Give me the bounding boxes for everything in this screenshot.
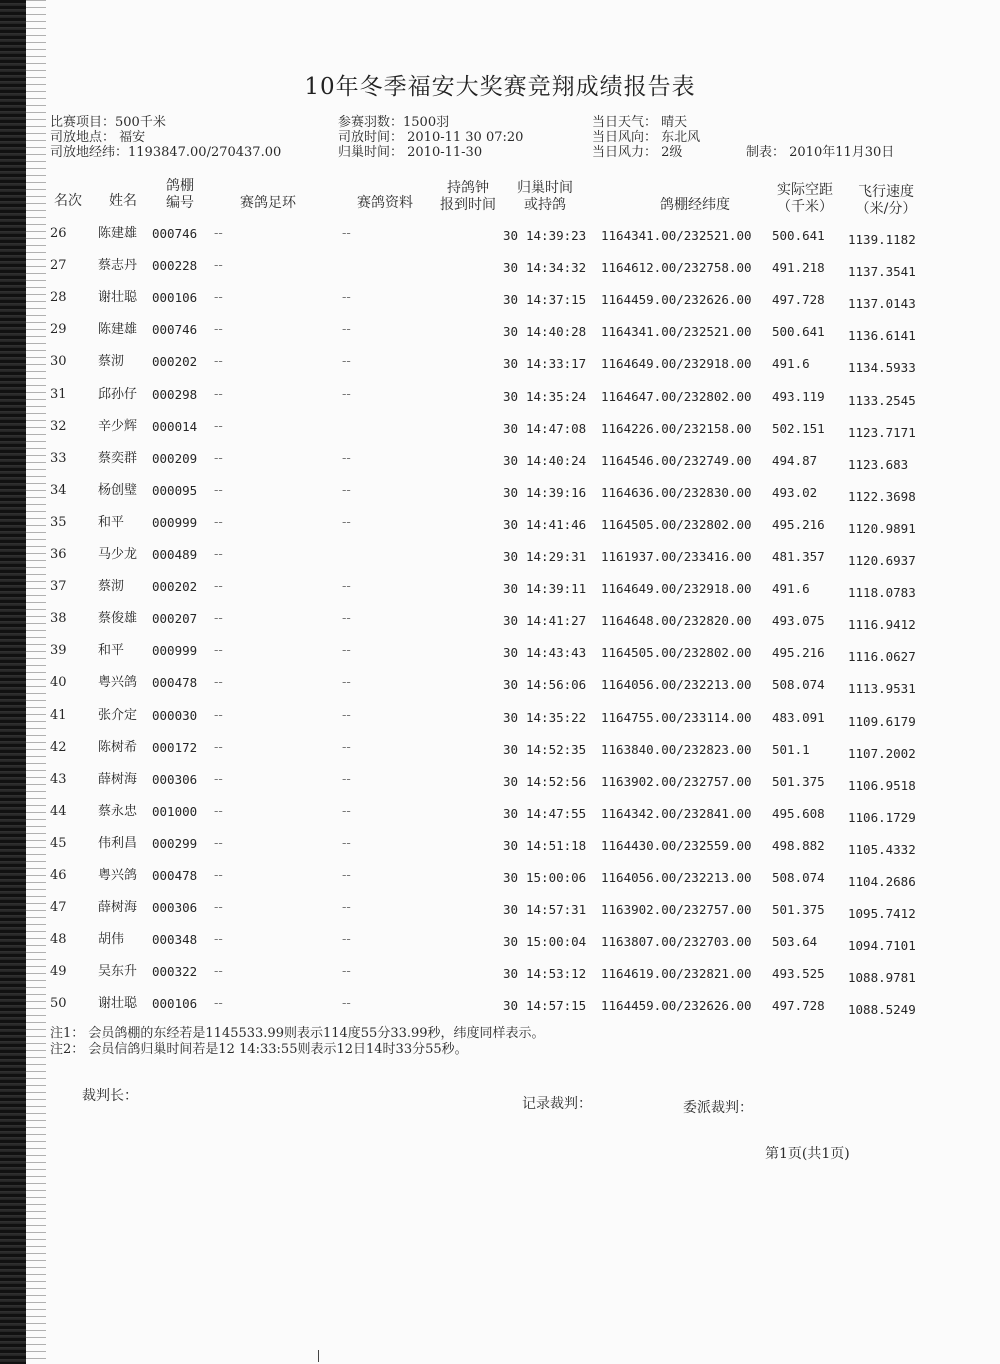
cell-speed: 1104.2686 <box>848 874 916 889</box>
cell-return-time: 14:52:56 <box>526 773 587 789</box>
cell-ring: -- <box>214 547 223 562</box>
cell-return-time: 14:40:24 <box>526 452 587 468</box>
cell-loft-no: 000014 <box>152 418 198 434</box>
cell-rank: 28 <box>50 290 67 306</box>
cell-rank: 27 <box>50 258 67 274</box>
cell-name: 和平 <box>98 643 125 659</box>
cell-name: 胡伟 <box>98 932 125 948</box>
release-time: 司放时间： 2010-11 30 07:20 <box>338 130 524 145</box>
cell-return-time: 14:56:06 <box>526 677 587 693</box>
cell-loft-no: 000202 <box>152 579 198 595</box>
cell-info: -- <box>342 900 351 916</box>
cell-name: 蔡俊雄 <box>98 611 138 627</box>
cell-info: -- <box>342 675 351 691</box>
cell-coords: 1164649.00/232918.00 <box>601 581 752 597</box>
cell-return-time: 14:40:28 <box>526 324 587 340</box>
cell-name: 谢壮聪 <box>98 996 138 1012</box>
entry-count: 参赛羽数：1500羽 <box>338 115 450 130</box>
cell-coords: 1164648.00/232820.00 <box>601 613 752 629</box>
cell-speed: 1137.3541 <box>848 264 916 280</box>
cell-name: 张介定 <box>98 707 138 723</box>
cell-coords: 1164341.00/232521.00 <box>601 324 752 340</box>
cell-return-time: 14:35:22 <box>526 709 587 725</box>
cell-rank: 46 <box>50 868 67 883</box>
cell-return-time: 14:41:27 <box>526 613 587 629</box>
cell-distance: 501.375 <box>772 773 825 789</box>
race-item: 比赛项目：500千米 <box>50 115 166 130</box>
cell-speed: 1123.7171 <box>848 424 916 440</box>
cell-ring: -- <box>214 868 223 883</box>
cell-info: -- <box>342 643 351 659</box>
note-2: 注2： 会员信鸽归巢时间若是12 14:33:55则表示12日14时33分55秒。 <box>50 1042 468 1057</box>
cell-return-day: 30 <box>503 356 519 372</box>
cell-name: 谢壮聪 <box>98 290 138 306</box>
chief-judge-label: 裁判长： <box>82 1088 138 1104</box>
cell-return-time: 14:53:12 <box>526 966 587 982</box>
recorder-judge-label: 记录裁判： <box>522 1096 592 1112</box>
release-coords: 司放地经纬：1193847.00/270437.00 <box>50 145 282 160</box>
made-date: 制表： 2010年11月30日 <box>746 145 895 160</box>
cell-info: -- <box>342 771 351 787</box>
cell-ring: -- <box>214 579 223 595</box>
cell-distance: 491.218 <box>772 260 825 276</box>
cell-speed: 1106.9518 <box>848 777 916 793</box>
cell-rank: 42 <box>50 739 67 755</box>
cell-ring: -- <box>214 258 223 274</box>
scan-edge <box>0 0 26 1364</box>
cell-coords: 1164546.00/232749.00 <box>601 452 752 468</box>
cell-distance: 508.074 <box>772 870 825 885</box>
cell-loft-no: 000095 <box>152 482 198 498</box>
cell-loft-no: 000478 <box>152 868 198 883</box>
cell-ring: -- <box>214 611 223 627</box>
cell-speed: 1088.9781 <box>848 970 916 986</box>
cell-ring: -- <box>214 643 223 659</box>
cell-info: -- <box>342 932 351 948</box>
scan-mark <box>318 1350 319 1362</box>
cell-speed: 1088.5249 <box>848 1002 916 1018</box>
cell-info: -- <box>342 482 351 498</box>
cell-name: 蔡奕群 <box>98 450 138 466</box>
cell-coords: 1164636.00/232830.00 <box>601 484 752 500</box>
cell-loft-no: 000299 <box>152 835 198 851</box>
header-ring: 赛鸽足环 <box>240 195 296 211</box>
cell-return-time: 14:47:08 <box>526 420 587 436</box>
cell-rank: 41 <box>50 707 67 723</box>
cell-coords: 1163902.00/232757.00 <box>601 773 752 789</box>
cell-ring: -- <box>214 450 223 466</box>
cell-name: 蔡志丹 <box>98 258 138 274</box>
header-name: 姓名 <box>109 193 137 209</box>
cell-speed: 1123.683 <box>848 456 909 472</box>
cell-coords: 1164612.00/232758.00 <box>601 260 752 276</box>
cell-name: 薛树海 <box>98 771 138 787</box>
header-distance-1: 实际空距 <box>777 182 833 198</box>
cell-name: 蔡沏 <box>98 579 125 595</box>
cell-return-time: 15:00:04 <box>526 934 587 950</box>
cell-loft-no: 000348 <box>152 932 198 948</box>
cell-ring: -- <box>214 514 223 530</box>
cell-coords: 1164619.00/232821.00 <box>601 966 752 982</box>
cell-coords: 1163902.00/232757.00 <box>601 902 752 918</box>
cell-speed: 1120.9891 <box>848 520 916 536</box>
header-return-1: 归巢时间 <box>517 180 573 196</box>
cell-speed: 1139.1182 <box>848 232 916 247</box>
cell-return-day: 30 <box>503 260 519 276</box>
cell-name: 蔡沏 <box>98 354 125 370</box>
cell-info: -- <box>342 868 351 883</box>
cell-return-day: 30 <box>503 998 519 1014</box>
cell-speed: 1136.6141 <box>848 328 916 344</box>
cell-rank: 37 <box>50 579 67 595</box>
release-place: 司放地点： 福安 <box>50 130 146 145</box>
cell-name: 陈树希 <box>98 739 138 755</box>
header-clock-1: 持鸽钟 <box>447 180 489 196</box>
return-date: 归巢时间： 2010-11-30 <box>338 145 483 160</box>
cell-info: -- <box>342 964 351 980</box>
cell-distance: 491.6 <box>772 356 810 372</box>
cell-speed: 1094.7101 <box>848 938 916 954</box>
cell-return-time: 14:41:46 <box>526 516 587 532</box>
cell-distance: 493.075 <box>772 613 825 629</box>
cell-name: 蔡永忠 <box>98 803 138 819</box>
cell-loft-no: 000306 <box>152 900 198 916</box>
cell-distance: 508.074 <box>772 677 825 693</box>
cell-coords: 1164056.00/232213.00 <box>601 870 752 885</box>
cell-coords: 1161937.00/233416.00 <box>601 549 752 564</box>
cell-speed: 1107.2002 <box>848 745 916 761</box>
cell-info: -- <box>342 514 351 530</box>
cell-name: 粤兴鸽 <box>98 675 138 691</box>
cell-info: -- <box>342 579 351 595</box>
cell-coords: 1163807.00/232703.00 <box>601 934 752 950</box>
cell-return-time: 14:52:35 <box>526 741 587 757</box>
cell-rank: 35 <box>50 514 67 530</box>
cell-loft-no: 000209 <box>152 450 198 466</box>
cell-return-day: 30 <box>503 805 519 821</box>
cell-ring: -- <box>214 996 223 1012</box>
cell-coords: 1164505.00/232802.00 <box>601 645 752 661</box>
cell-return-time: 14:35:24 <box>526 388 587 404</box>
cell-info: -- <box>342 835 351 851</box>
cell-loft-no: 000999 <box>152 643 198 659</box>
cell-speed: 1116.9412 <box>848 617 916 633</box>
cell-info: -- <box>342 803 351 819</box>
cell-ring: -- <box>214 803 223 819</box>
cell-rank: 31 <box>50 386 67 402</box>
cell-coords: 1164505.00/232802.00 <box>601 516 752 532</box>
cell-speed: 1109.6179 <box>848 713 916 729</box>
cell-ring: -- <box>214 835 223 851</box>
cell-name: 辛少辉 <box>98 418 138 434</box>
cell-return-time: 14:37:15 <box>526 292 587 308</box>
wind-direction: 当日风向： 东北风 <box>592 130 701 145</box>
cell-rank: 48 <box>50 932 67 948</box>
cell-return-day: 30 <box>503 420 519 436</box>
cell-return-time: 14:51:18 <box>526 837 587 853</box>
cell-return-day: 30 <box>503 709 519 725</box>
cell-rank: 34 <box>50 482 67 498</box>
cell-distance: 502.151 <box>772 420 825 436</box>
cell-return-day: 30 <box>503 388 519 404</box>
cell-distance: 503.64 <box>772 934 818 950</box>
cell-ring: -- <box>214 964 223 980</box>
cell-return-time: 14:39:11 <box>526 581 587 597</box>
cell-coords: 1164341.00/232521.00 <box>601 228 752 243</box>
cell-return-day: 30 <box>503 452 519 468</box>
cell-return-time: 15:00:06 <box>526 870 587 885</box>
cell-info: -- <box>342 450 351 466</box>
cell-return-day: 30 <box>503 966 519 982</box>
cell-loft-no: 000999 <box>152 514 198 530</box>
cell-info: -- <box>342 996 351 1012</box>
cell-return-day: 30 <box>503 934 519 950</box>
cell-speed: 1116.0627 <box>848 649 916 665</box>
cell-speed: 1105.4332 <box>848 841 916 857</box>
cell-return-time: 14:34:32 <box>526 260 587 276</box>
header-info: 赛鸽资料 <box>357 195 413 211</box>
cell-ring: -- <box>214 771 223 787</box>
page-footer: 第1页(共1页) <box>765 1146 850 1162</box>
scan-edge-fringe <box>26 0 46 1364</box>
cell-loft-no: 000030 <box>152 707 198 723</box>
cell-return-day: 30 <box>503 516 519 532</box>
cell-distance: 481.357 <box>772 549 825 564</box>
cell-coords: 1164459.00/232626.00 <box>601 292 752 308</box>
cell-distance: 495.216 <box>772 516 825 532</box>
cell-distance: 495.608 <box>772 805 825 821</box>
cell-ring: -- <box>214 418 223 434</box>
cell-return-day: 30 <box>503 228 519 243</box>
cell-info: -- <box>342 290 351 306</box>
cell-return-day: 30 <box>503 677 519 693</box>
header-loft-no-1: 鸽棚 <box>166 178 194 194</box>
cell-coords: 1163840.00/232823.00 <box>601 741 752 757</box>
cell-distance: 501.1 <box>772 741 810 757</box>
cell-distance: 493.119 <box>772 388 825 404</box>
cell-speed: 1120.6937 <box>848 553 916 568</box>
cell-speed: 1113.9531 <box>848 681 916 697</box>
cell-return-day: 30 <box>503 837 519 853</box>
cell-name: 粤兴鸽 <box>98 868 138 883</box>
cell-return-day: 30 <box>503 324 519 340</box>
cell-name: 陈建雄 <box>98 226 138 241</box>
cell-speed: 1122.3698 <box>848 488 916 504</box>
cell-return-day: 30 <box>503 870 519 885</box>
cell-name: 薛树海 <box>98 900 138 916</box>
cell-coords: 1164459.00/232626.00 <box>601 998 752 1014</box>
report-title: 10年冬季福安大奖赛竞翔成绩报告表 <box>304 74 696 100</box>
cell-ring: -- <box>214 386 223 402</box>
cell-ring: -- <box>214 482 223 498</box>
cell-coords: 1164755.00/233114.00 <box>601 709 752 725</box>
cell-loft-no: 000106 <box>152 290 198 306</box>
cell-coords: 1164430.00/232559.00 <box>601 837 752 853</box>
cell-rank: 45 <box>50 835 67 851</box>
cell-return-day: 30 <box>503 292 519 308</box>
header-loft-no-2: 编号 <box>166 195 194 211</box>
cell-return-time: 14:57:15 <box>526 998 587 1014</box>
cell-return-time: 14:29:31 <box>526 549 587 564</box>
cell-ring: -- <box>214 707 223 723</box>
cell-loft-no: 000746 <box>152 322 198 338</box>
cell-return-day: 30 <box>503 581 519 597</box>
cell-distance: 497.728 <box>772 998 825 1014</box>
cell-rank: 32 <box>50 418 67 434</box>
cell-distance: 495.216 <box>772 645 825 661</box>
cell-distance: 497.728 <box>772 292 825 308</box>
cell-rank: 33 <box>50 450 67 466</box>
cell-distance: 493.525 <box>772 966 825 982</box>
header-speed-1: 飞行速度 <box>858 184 914 200</box>
cell-info: -- <box>342 611 351 627</box>
cell-loft-no: 000207 <box>152 611 198 627</box>
cell-coords: 1164647.00/232802.00 <box>601 388 752 404</box>
note-1: 注1： 会员鸽棚的东经若是1145533.99则表示114度55分33.99秒，纬度同样表示。 <box>50 1026 545 1041</box>
cell-distance: 491.6 <box>772 581 810 597</box>
cell-name: 吴东升 <box>98 964 138 980</box>
cell-return-day: 30 <box>503 773 519 789</box>
cell-return-time: 14:47:55 <box>526 805 587 821</box>
cell-return-day: 30 <box>503 549 519 564</box>
cell-coords: 1164649.00/232918.00 <box>601 356 752 372</box>
cell-rank: 29 <box>50 322 67 338</box>
cell-ring: -- <box>214 932 223 948</box>
cell-info: -- <box>342 226 351 241</box>
cell-loft-no: 000228 <box>152 258 198 274</box>
cell-return-time: 14:39:23 <box>526 228 587 243</box>
cell-coords: 1164056.00/232213.00 <box>601 677 752 693</box>
cell-rank: 38 <box>50 611 67 627</box>
cell-info: -- <box>342 354 351 370</box>
cell-speed: 1095.7412 <box>848 906 916 922</box>
cell-loft-no: 000172 <box>152 739 198 755</box>
weather: 当日天气： 晴天 <box>592 115 688 130</box>
wind-force: 当日风力： 2级 <box>592 145 683 160</box>
header-coords: 鸽棚经纬度 <box>660 197 730 213</box>
cell-speed: 1118.0783 <box>848 585 916 601</box>
cell-ring: -- <box>214 739 223 755</box>
cell-distance: 501.375 <box>772 902 825 918</box>
cell-rank: 26 <box>50 226 67 241</box>
header-distance-2: （千米） <box>777 199 833 215</box>
cell-loft-no: 000478 <box>152 675 198 691</box>
cell-loft-no: 000306 <box>152 771 198 787</box>
cell-ring: -- <box>214 900 223 916</box>
header-rank: 名次 <box>54 193 82 209</box>
cell-distance: 483.091 <box>772 709 825 725</box>
header-speed-2: （米/分） <box>855 201 917 217</box>
cell-rank: 44 <box>50 803 67 819</box>
cell-info: -- <box>342 322 351 338</box>
cell-ring: -- <box>214 290 223 306</box>
cell-name: 马少龙 <box>98 547 138 562</box>
header-clock-2: 报到时间 <box>440 197 496 213</box>
cell-loft-no: 000106 <box>152 996 198 1012</box>
cell-ring: -- <box>214 354 223 370</box>
cell-rank: 40 <box>50 675 67 691</box>
cell-name: 陈建雄 <box>98 322 138 338</box>
cell-rank: 47 <box>50 900 67 916</box>
cell-speed: 1137.0143 <box>848 296 916 312</box>
cell-name: 杨创璧 <box>98 482 138 498</box>
cell-coords: 1164226.00/232158.00 <box>601 420 752 436</box>
cell-info: -- <box>342 739 351 755</box>
cell-speed: 1134.5933 <box>848 360 916 376</box>
cell-distance: 500.641 <box>772 324 825 340</box>
cell-return-day: 30 <box>503 613 519 629</box>
cell-name: 和平 <box>98 514 125 530</box>
cell-name: 邱孙仔 <box>98 386 138 402</box>
cell-rank: 50 <box>50 996 67 1012</box>
cell-distance: 494.87 <box>772 452 818 468</box>
cell-loft-no: 001000 <box>152 803 198 819</box>
cell-ring: -- <box>214 322 223 338</box>
cell-info: -- <box>342 386 351 402</box>
cell-distance: 498.882 <box>772 837 825 853</box>
cell-return-time: 14:57:31 <box>526 902 587 918</box>
header-return-2: 或持鸽 <box>524 197 566 213</box>
cell-rank: 43 <box>50 771 67 787</box>
cell-loft-no: 000202 <box>152 354 198 370</box>
cell-ring: -- <box>214 675 223 691</box>
cell-distance: 493.02 <box>772 484 818 500</box>
cell-ring: -- <box>214 226 223 241</box>
cell-info: -- <box>342 707 351 723</box>
cell-speed: 1133.2545 <box>848 392 916 408</box>
cell-loft-no: 000746 <box>152 226 198 241</box>
cell-return-day: 30 <box>503 645 519 661</box>
cell-rank: 36 <box>50 547 67 562</box>
cell-return-day: 30 <box>503 741 519 757</box>
cell-coords: 1164342.00/232841.00 <box>601 805 752 821</box>
delegate-judge-label: 委派裁判： <box>683 1100 753 1116</box>
cell-rank: 30 <box>50 354 67 370</box>
cell-loft-no: 000322 <box>152 964 198 980</box>
cell-rank: 39 <box>50 643 67 659</box>
cell-return-time: 14:43:43 <box>526 645 587 661</box>
cell-return-time: 14:33:17 <box>526 356 587 372</box>
cell-return-day: 30 <box>503 902 519 918</box>
cell-loft-no: 000298 <box>152 386 198 402</box>
cell-distance: 500.641 <box>772 228 825 243</box>
cell-name: 伟利昌 <box>98 835 138 851</box>
cell-rank: 49 <box>50 964 67 980</box>
cell-speed: 1106.1729 <box>848 809 916 825</box>
cell-return-day: 30 <box>503 484 519 500</box>
cell-return-time: 14:39:16 <box>526 484 587 500</box>
cell-loft-no: 000489 <box>152 547 198 562</box>
